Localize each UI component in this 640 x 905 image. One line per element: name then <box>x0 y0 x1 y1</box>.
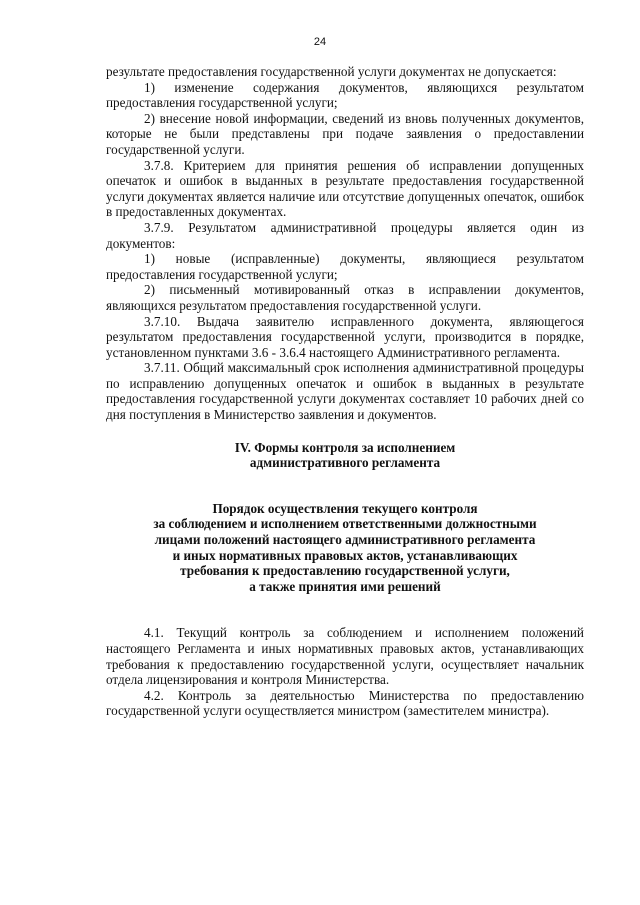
paragraph-3-7-9: 3.7.9. Результатом административной процедуры является один из документов: <box>106 219 584 251</box>
subsection-title-line-6: а также принятия ими решений <box>249 578 441 594</box>
subsection-title-line-4: и иных нормативных правовых актов, устанавливающих <box>172 547 518 563</box>
document-body <box>106 64 584 719</box>
paragraph-3-7-11: 3.7.11. Общий максимальный срок исполнения административной процедуры по исправлению допущенных опечаток и ошибок в выданных в результате предоставления государственной услуги документах составляет 10 рабочих дней со дня поступления в Министерство заявления и документов. <box>106 360 584 423</box>
section-heading <box>106 440 584 471</box>
section-title-line-2: административного регламента <box>249 455 441 471</box>
subsection-title-line-5: требования к предоставлению государственной услуги, <box>180 563 510 579</box>
paragraph-4-1: 4.1. Текущий контроль за соблюдением и исполнением положений настоящего Регламента и иных нормативных правовых актов, устанавливающих требования к предоставлению государственной услуги, осуществляет начальник отдела лицензирования и контроля Министерства. <box>106 625 584 688</box>
paragraph-3-7-10: 3.7.10. Выдача заявителю исправленного документа, являющегося результатом предоставления государственной услуги, производится в порядке, установленном пунктами 3.6 - 3.6.4 настоящего Административного регламента. <box>106 313 584 360</box>
paragraph-result-1: 1) новые (исправленные) документы, являющиеся результатом предоставления государственной услуги; <box>106 251 584 282</box>
paragraph-3-7-8: 3.7.8. Критерием для принятия решения об исправлении допущенных опечаток и ошибок в выданных в результате предоставления государственной услуги документах является наличие или отсутствие допущенных опечаток, ошибок в предоставленных документах. <box>106 157 584 220</box>
paragraph-result-2: 2) письменный мотивированный отказ в исправлении документов, являющихся результатом предоставления государственной услуги. <box>106 282 584 313</box>
paragraph-item-1: 1) изменение содержания документов, являющихся результатом предоставления государственной услуги; <box>106 79 584 111</box>
paragraph-4-2: 4.2. Контроль за деятельностью Министерства по предоставлению государственной услуги осуществляется министром (заместителем министра). <box>106 687 584 719</box>
paragraph-continuation: результате предоставления государственной услуги документах не допускается: <box>106 64 557 79</box>
paragraph-item-2: 2) внесение новой информации, сведений из вновь полученных документов, которые не были представлены при подаче заявления о предоставлении государственной услуги. <box>106 110 584 157</box>
section-title-line-1: IV. Формы контроля за исполнением <box>234 439 456 455</box>
subsection-heading <box>106 501 584 595</box>
subsection-title-line-3: лицами положений настоящего административного регламента <box>154 532 536 548</box>
subsection-title-line-2: за соблюдением и исполнением ответственными должностными <box>153 516 537 532</box>
subsection-title-line-1: Порядок осуществления текущего контроля <box>212 500 478 516</box>
page-number: 24 <box>313 36 327 48</box>
